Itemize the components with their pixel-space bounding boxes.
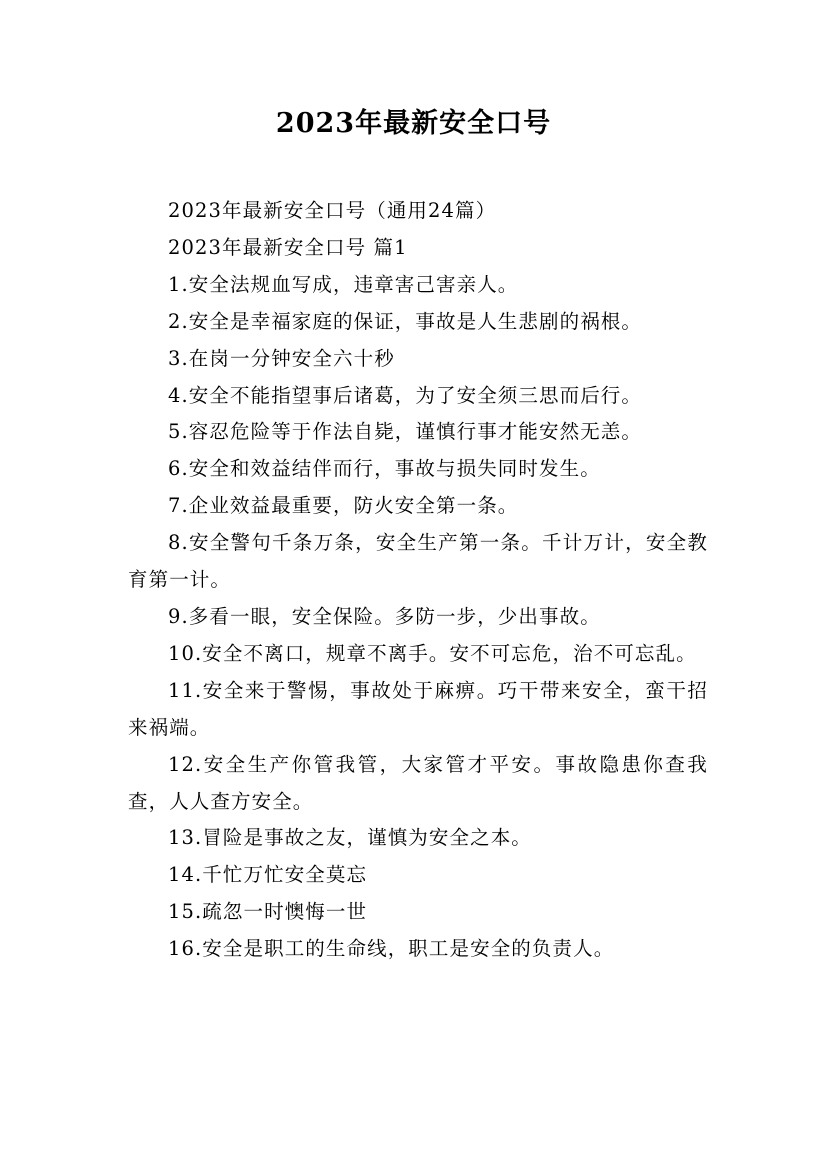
paragraph-subtitle: 2023年最新安全口号（通用24篇） [168,199,497,222]
slogan-item: 10.安全不离口，规章不离手。安不可忘危，治不可忘乱。 [168,641,697,665]
slogan-item: 4.安全不能指望事后诸葛，为了安全须三思而后行。 [168,383,643,407]
slogan-item: 8.安全警句千条万条，安全生产第一条。千计万计，安全教育第一计。 [128,531,708,592]
slogan-item: 11.安全来于警惕，事故处于麻痹。巧干带来安全，蛮干招来祸端。 [128,678,708,739]
slogan-item: 16.安全是职工的生命线，职工是安全的负责人。 [168,937,615,961]
slogan-item: 6.安全和效益结伴而行，事故与损失同时发生。 [168,457,601,481]
document-body [128,193,708,968]
slogan-item: 13.冒险是事故之友，谨慎为安全之本。 [168,826,532,850]
slogan-item: 5.容忍危险等于作法自毙，谨慎行事才能安然无恙。 [168,420,643,444]
slogan-item: 2.安全是幸福家庭的保证，事故是人生悲剧的祸根。 [168,309,643,333]
slogan-item: 12.安全生产你管我管，大家管才平安。事故隐患你查我查，人人查方安全。 [128,752,708,813]
paragraph-section-heading: 2023年最新安全口号 篇1 [168,235,408,259]
slogan-item: 3.在岗一分钟安全六十秒 [168,346,395,370]
slogan-item: 1.安全法规血写成，违章害己害亲人。 [168,272,519,296]
document-title: 2023年最新安全口号 [275,108,552,139]
slogan-item: 15.疏忽一时懊悔一世 [168,900,368,924]
slogan-item: 7.企业效益最重要，防火安全第一条。 [168,494,519,518]
slogan-item: 14.千忙万忙安全莫忘 [168,863,368,887]
slogan-item: 9.多看一眼，安全保险。多防一步，少出事故。 [168,604,601,628]
